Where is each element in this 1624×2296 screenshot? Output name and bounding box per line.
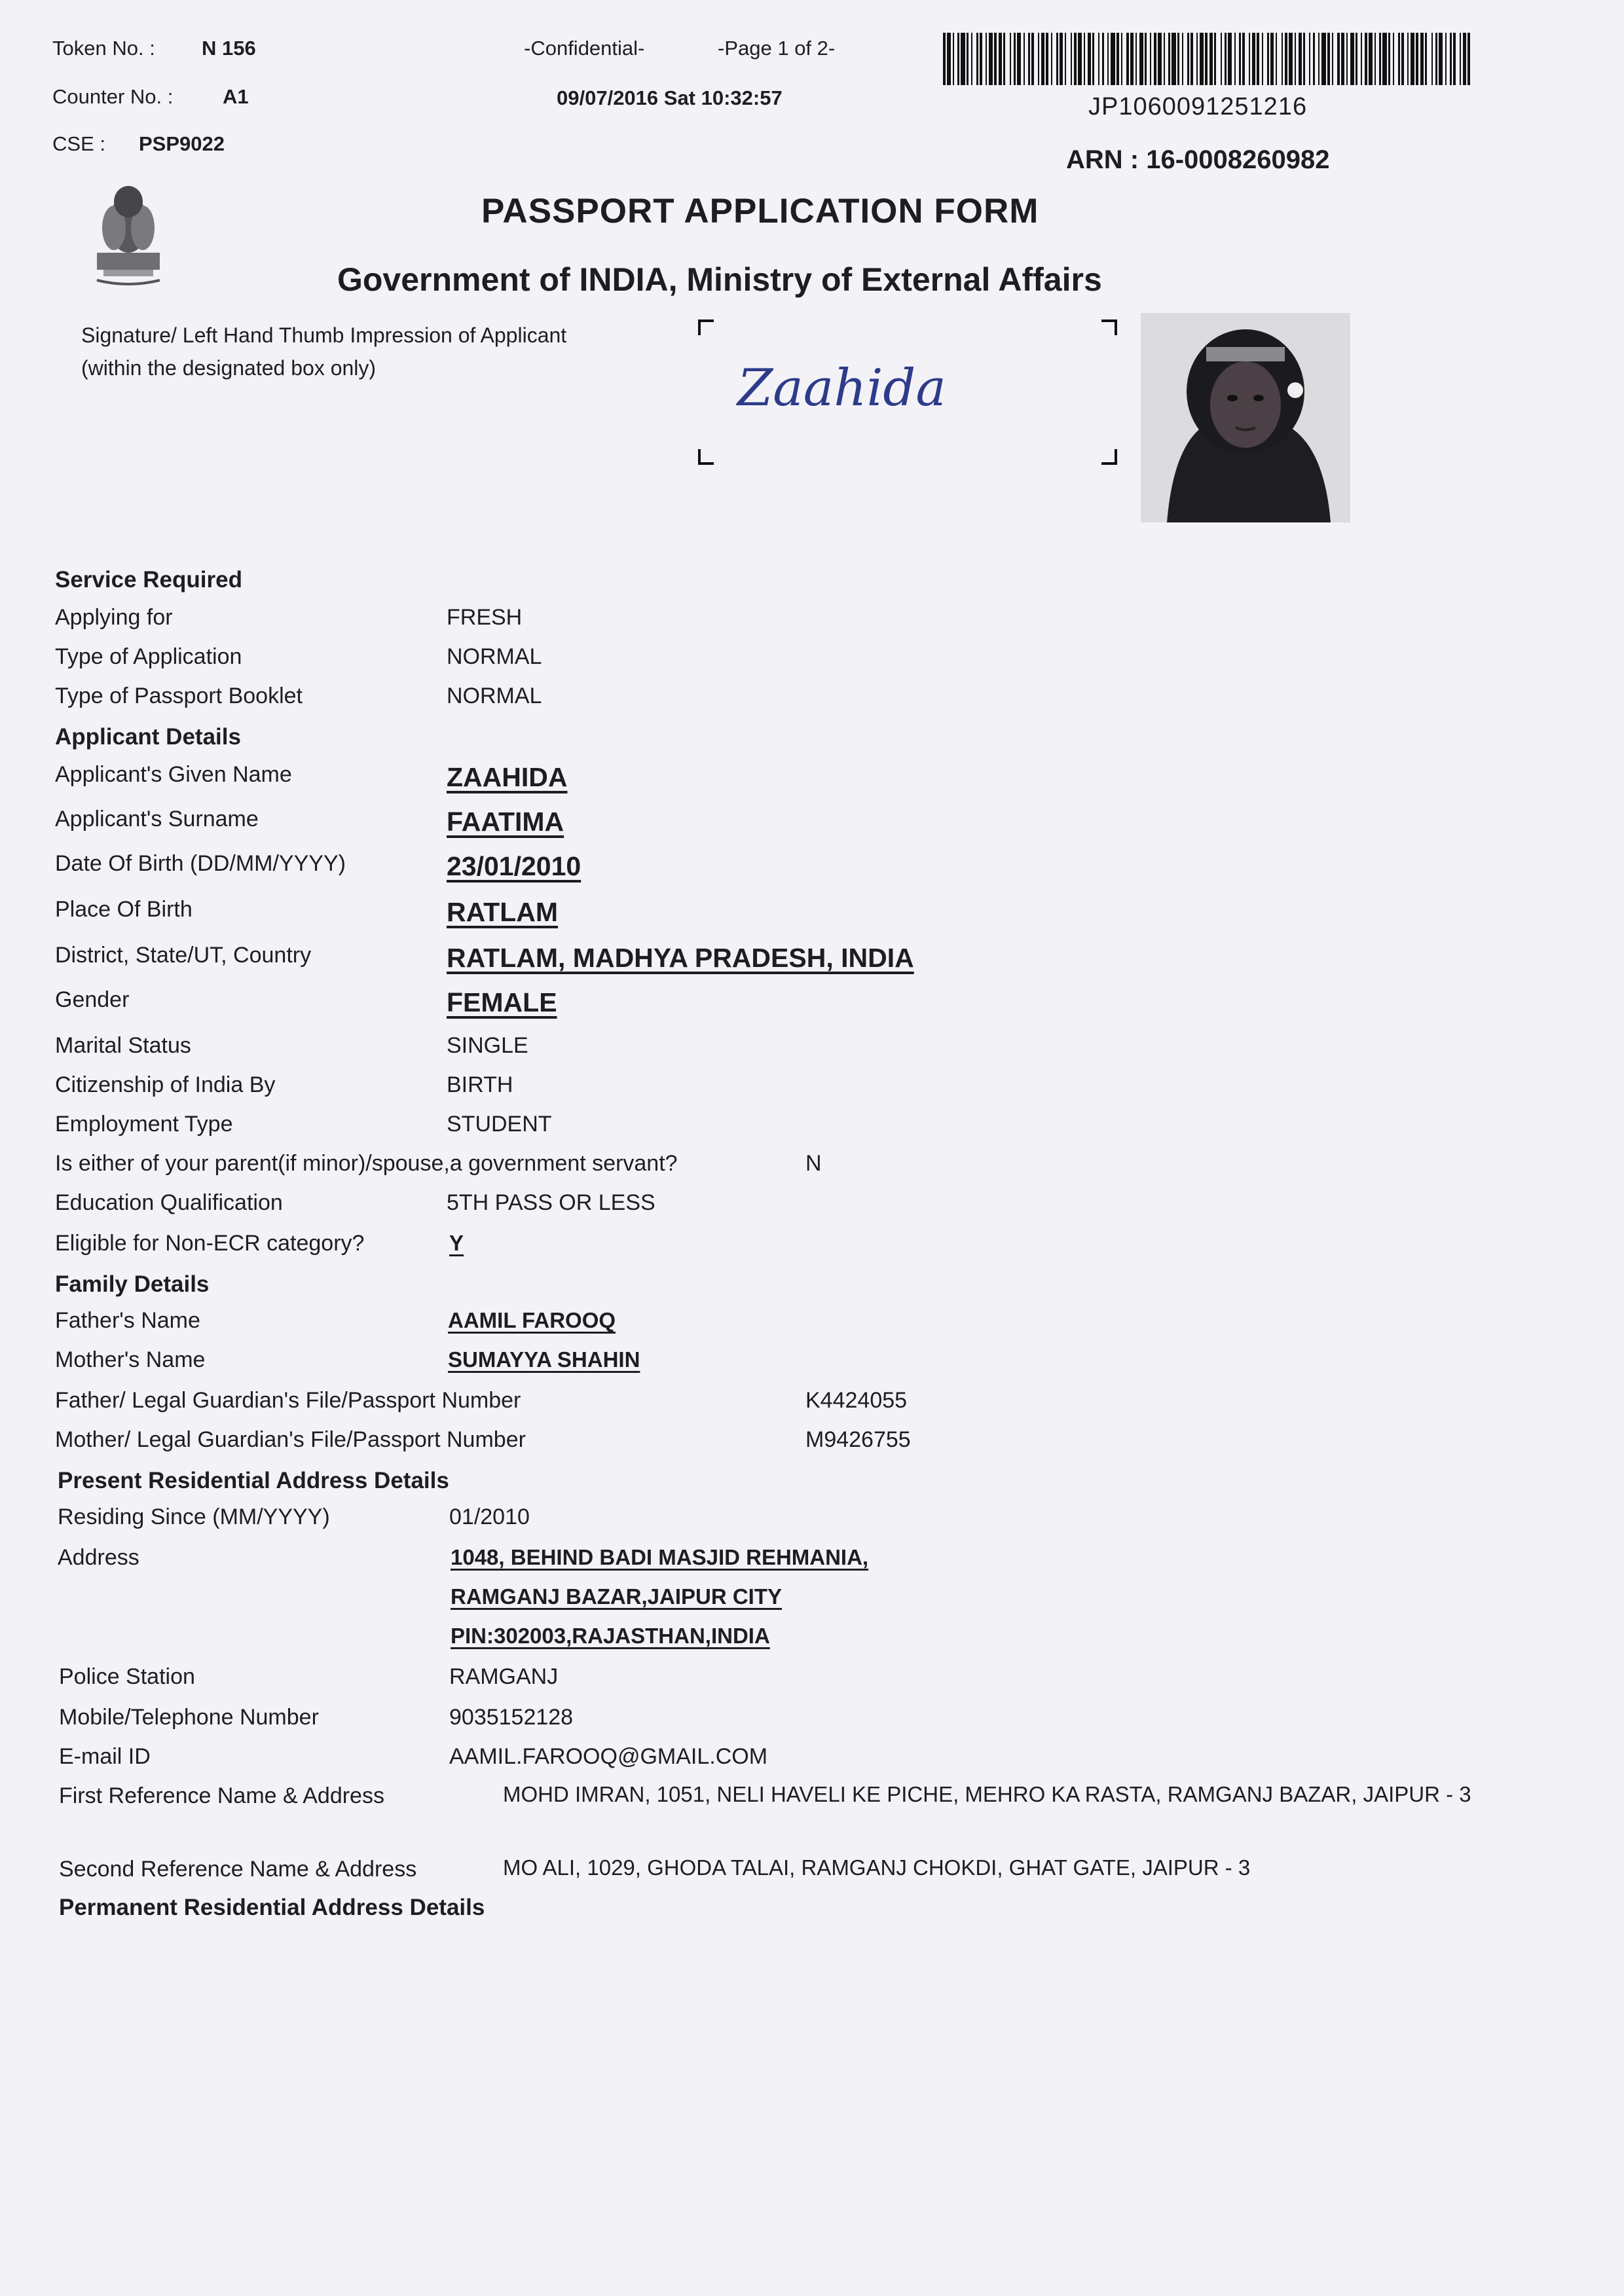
section-applicant-details: Applicant Details bbox=[55, 724, 241, 750]
address-label: Address bbox=[58, 1545, 139, 1570]
mobile-value: 9035152128 bbox=[449, 1705, 574, 1730]
education-value: 5TH PASS OR LESS bbox=[447, 1190, 655, 1215]
email-label: E-mail ID bbox=[59, 1744, 151, 1769]
counter-label: Counter No. : bbox=[52, 85, 174, 108]
signature-box bbox=[698, 319, 1117, 465]
email-value: AAMIL.FAROOQ@GMAIL.COM bbox=[449, 1744, 768, 1769]
mother-name-label: Mother's Name bbox=[55, 1347, 206, 1372]
non-ecr-value: Y bbox=[449, 1231, 464, 1255]
gender-label: Gender bbox=[55, 987, 130, 1012]
second-reference-value: MO ALI, 1029, GHODA TALAI, RAMGANJ CHOKDI, GHAT GATE, JAIPUR - 3 bbox=[503, 1855, 1251, 1880]
barcode-bar bbox=[1467, 33, 1470, 85]
signature-instruction: Signature/ Left Hand Thumb Impression of Applicant bbox=[81, 323, 567, 347]
barcode-bar bbox=[1427, 33, 1431, 85]
address-line-3: PIN:302003,RAJASTHAN,INDIA bbox=[451, 1624, 770, 1648]
barcode-bar bbox=[1005, 33, 1010, 85]
barcode-bar bbox=[1172, 33, 1176, 85]
barcode-bar bbox=[961, 33, 965, 85]
citizenship-label: Citizenship of India By bbox=[55, 1072, 276, 1097]
police-station-label: Police Station bbox=[59, 1664, 195, 1689]
mother-file-label: Mother/ Legal Guardian's File/Passport Number bbox=[55, 1427, 526, 1452]
citizenship-value: BIRTH bbox=[447, 1072, 513, 1097]
government-servant-label: Is either of your parent(if minor)/spouse,a government servant? bbox=[55, 1151, 678, 1176]
barcode-bar bbox=[1321, 33, 1326, 85]
applying-for-value: FRESH bbox=[447, 605, 523, 630]
marital-status-label: Marital Status bbox=[55, 1033, 191, 1058]
father-name-value: AAMIL FAROOQ bbox=[448, 1308, 616, 1332]
page-indicator: -Page 1 of 2- bbox=[718, 37, 836, 60]
mother-file-value: M9426755 bbox=[805, 1427, 911, 1452]
applying-for-label: Applying for bbox=[55, 605, 173, 630]
barcode-number: JP1060091251216 bbox=[1088, 93, 1308, 120]
print-datetime: 09/07/2016 Sat 10:32:57 bbox=[557, 86, 783, 109]
barcode-bar bbox=[1382, 33, 1387, 85]
arn-number: ARN : 16-0008260982 bbox=[1066, 145, 1330, 174]
signature-instruction-note: (within the designated box only) bbox=[81, 356, 377, 380]
government-servant-value: N bbox=[805, 1151, 822, 1176]
barcode bbox=[943, 33, 1470, 85]
booklet-type-value: NORMAL bbox=[447, 683, 542, 708]
surname-value: FAATIMA bbox=[447, 807, 564, 837]
employment-type-value: STUDENT bbox=[447, 1112, 552, 1137]
section-family-details: Family Details bbox=[55, 1271, 210, 1297]
barcode-bar bbox=[1277, 33, 1282, 85]
mother-name-value: SUMAYYA SHAHIN bbox=[448, 1347, 640, 1372]
residing-since-label: Residing Since (MM/YYYY) bbox=[58, 1504, 330, 1529]
non-ecr-label: Eligible for Non-ECR category? bbox=[55, 1231, 365, 1256]
counter-value: A1 bbox=[223, 85, 249, 108]
cse-value: PSP9022 bbox=[139, 132, 225, 155]
form-title: PASSPORT APPLICATION FORM bbox=[481, 192, 1039, 230]
form-subtitle: Government of INDIA, Ministry of External Affairs bbox=[337, 261, 1102, 298]
section-permanent-address: Permanent Residential Address Details bbox=[59, 1895, 485, 1920]
residing-since-value: 01/2010 bbox=[449, 1504, 530, 1529]
token-label: Token No. : bbox=[52, 37, 155, 60]
address-line-2: RAMGANJ BAZAR,JAIPUR CITY bbox=[451, 1584, 783, 1609]
place-of-birth-label: Place Of Birth bbox=[55, 897, 193, 922]
father-file-label: Father/ Legal Guardian's File/Passport Number bbox=[55, 1388, 521, 1413]
cse-label: CSE : bbox=[52, 132, 105, 155]
section-service-required: Service Required bbox=[55, 567, 242, 592]
mobile-label: Mobile/Telephone Number bbox=[59, 1705, 319, 1730]
booklet-type-label: Type of Passport Booklet bbox=[55, 683, 303, 708]
father-file-value: K4424055 bbox=[805, 1388, 908, 1413]
education-label: Education Qualification bbox=[55, 1190, 283, 1215]
type-of-application-value: NORMAL bbox=[447, 644, 542, 669]
father-name-label: Father's Name bbox=[55, 1308, 200, 1333]
second-reference-label: Second Reference Name & Address bbox=[59, 1857, 417, 1882]
first-reference-value: MOHD IMRAN, 1051, NELI HAVELI KE PICHE, MEHRO KA RASTA, RAMGANJ BAZAR, JAIPUR - 3 bbox=[503, 1782, 1471, 1806]
gender-value: FEMALE bbox=[447, 987, 557, 1017]
employment-type-label: Employment Type bbox=[55, 1112, 233, 1137]
surname-label: Applicant's Surname bbox=[55, 807, 259, 831]
section-present-address: Present Residential Address Details bbox=[58, 1468, 449, 1493]
token-value: N 156 bbox=[202, 37, 256, 60]
police-station-value: RAMGANJ bbox=[449, 1664, 559, 1689]
address-line-1: 1048, BEHIND BADI MASJID REHMANIA, bbox=[451, 1545, 869, 1569]
barcode-bar bbox=[1066, 33, 1071, 85]
place-of-birth-value: RATLAM bbox=[447, 897, 559, 927]
applicant-signature: Zaahida bbox=[737, 359, 946, 418]
given-name-label: Applicant's Given Name bbox=[55, 762, 292, 787]
district-value: RATLAM, MADHYA PRADESH, INDIA bbox=[447, 943, 914, 973]
type-of-application-label: Type of Application bbox=[55, 644, 242, 669]
barcode-bar bbox=[1111, 33, 1115, 85]
first-reference-label: First Reference Name & Address bbox=[59, 1783, 384, 1808]
barcode-bar bbox=[1216, 33, 1221, 85]
district-label: District, State/UT, Country bbox=[55, 943, 312, 968]
dob-label: Date Of Birth (DD/MM/YYYY) bbox=[55, 851, 346, 876]
confidential-label: -Confidential- bbox=[524, 37, 645, 60]
dob-value: 23/01/2010 bbox=[447, 851, 581, 881]
marital-status-value: SINGLE bbox=[447, 1033, 528, 1058]
applicant-photo bbox=[1141, 313, 1350, 522]
national-emblem-icon bbox=[84, 175, 173, 293]
applicant-photo-image bbox=[1141, 313, 1350, 522]
given-name-value: ZAAHIDA bbox=[447, 762, 568, 792]
